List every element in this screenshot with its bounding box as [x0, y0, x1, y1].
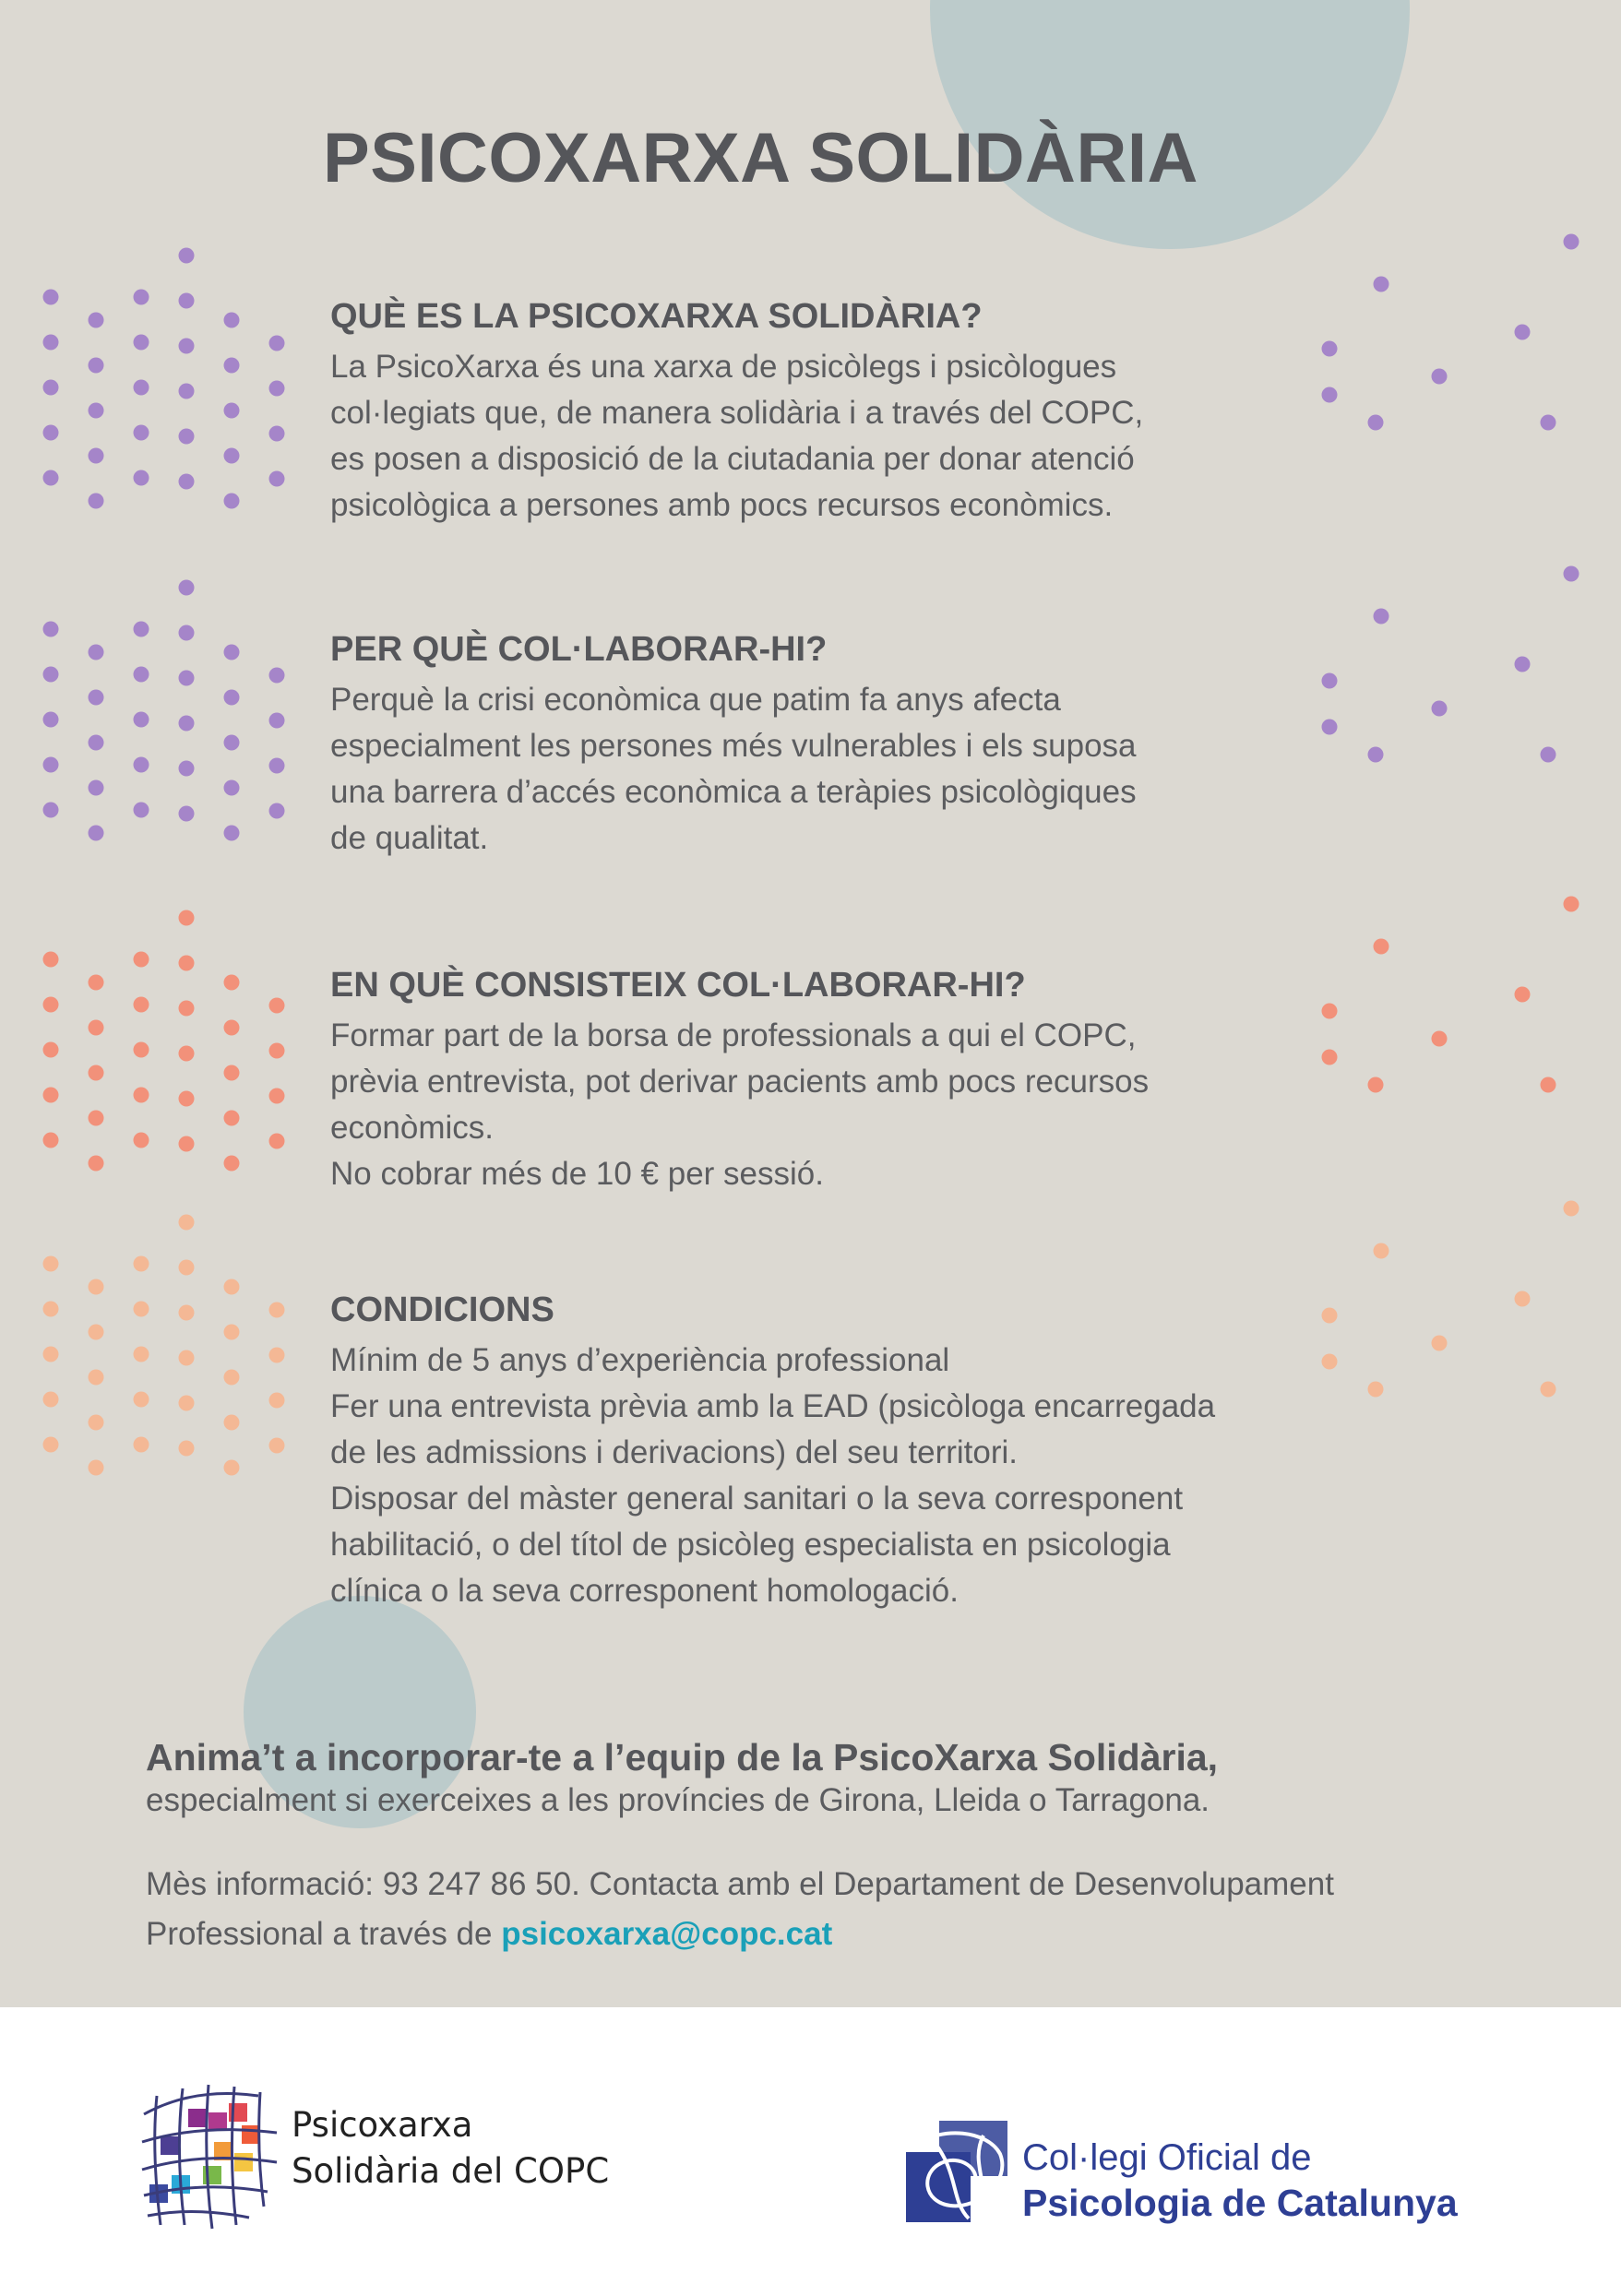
decorative-dot [43, 1088, 59, 1103]
decorative-dot [179, 910, 195, 926]
decorative-dot [179, 248, 195, 264]
decorative-dot [224, 1156, 240, 1172]
decorative-dot [134, 425, 149, 441]
decorative-dot [224, 313, 240, 328]
decorative-dot [179, 1001, 195, 1017]
decorative-dot [89, 448, 104, 464]
psicoxarxa-logo [138, 2077, 618, 2243]
body-line: especialment les persones més vulnerables i els suposa [330, 728, 1137, 764]
section-why-collaborate [330, 630, 1345, 862]
decorative-dot [224, 1415, 240, 1431]
decorative-dot [134, 1042, 149, 1058]
decorative-dot [269, 1043, 285, 1059]
body-line: prèvia entrevista, pot derivar pacients amb pocs recursos [330, 1064, 1150, 1100]
psicoxarxa-mosaic-icon [138, 2077, 286, 2234]
psicoxarxa-logo-line1: Psicoxarxa [292, 2105, 473, 2145]
decorative-dot [134, 1347, 149, 1362]
decorative-dot [43, 1347, 59, 1362]
decorative-dot [134, 667, 149, 683]
decorative-dot [1432, 1031, 1448, 1047]
decorative-dot [1368, 415, 1384, 431]
decorative-dot [89, 1415, 104, 1431]
decorative-dot [1432, 701, 1448, 717]
section-body [330, 344, 1345, 529]
decorative-dot [134, 290, 149, 305]
decorative-dot [224, 735, 240, 751]
decorative-dot [134, 952, 149, 968]
decorative-dot [89, 1370, 104, 1386]
decorative-dot [134, 1302, 149, 1317]
body-line: Mínim de 5 anys d’experiència professional [330, 1342, 950, 1378]
decorative-dot [1564, 1201, 1579, 1217]
decorative-dot [1374, 939, 1389, 955]
decorative-dot [179, 956, 195, 971]
decorative-dot [134, 470, 149, 486]
decorative-dot [134, 712, 149, 728]
decorative-dot [224, 1279, 240, 1295]
decorative-dot [224, 1370, 240, 1386]
body-line: de les admissions i derivacions) del seu territori. [330, 1434, 1019, 1470]
decorative-dot [224, 645, 240, 660]
body-line: es posen a disposició de la ciutadania per donar atenció [330, 441, 1135, 477]
decorative-dot [89, 735, 104, 751]
section-heading: CONDICIONS [330, 1291, 554, 1329]
decorative-dot [134, 1088, 149, 1103]
psicoxarxa-logo-line2: Solidària del COPC [292, 2151, 610, 2191]
decorative-dot [269, 713, 285, 729]
decorative-dot [89, 403, 104, 419]
decorative-dot [1374, 1243, 1389, 1259]
section-heading: EN QUÈ CONSISTEIX COL·LABORAR-HI? [330, 966, 1026, 1005]
decorative-dot [1564, 234, 1579, 250]
copc-emblem-icon [904, 2117, 1015, 2228]
decorative-dot [179, 1305, 195, 1321]
decorative-dot [1374, 277, 1389, 292]
copc-logo-line2: Psicologia de Catalunya [1022, 2182, 1458, 2224]
decorative-dot [89, 1111, 104, 1126]
decorative-dot [179, 339, 195, 354]
body-line: col·legiats que, de manera solidària i a través del COPC, [330, 395, 1144, 431]
decorative-dot [1541, 1077, 1556, 1093]
body-line: Formar part de la borsa de professionals a qui el COPC, [330, 1017, 1137, 1053]
decorative-dot [89, 1156, 104, 1172]
section-what-consists [330, 966, 1345, 1197]
decorative-dot [179, 429, 195, 445]
decorative-dot [224, 1325, 240, 1340]
decorative-dot [224, 1020, 240, 1036]
decorative-dot [43, 757, 59, 773]
body-line: Disposar del màster general sanitari o la seva corresponent [330, 1481, 1184, 1517]
decorative-dot [134, 1437, 149, 1453]
cta-subline: especialment si exerceixes a les províncies de Girona, Lleida o Tarragona. [146, 1782, 1210, 1818]
decorative-dot [1515, 657, 1531, 672]
body-line: clínica o la seva corresponent homologació. [330, 1573, 959, 1609]
decorative-dot [269, 1134, 285, 1149]
decorative-dot [269, 1348, 285, 1363]
decorative-dot [179, 1396, 195, 1411]
decorative-dot [43, 1437, 59, 1453]
decorative-dot [43, 622, 59, 637]
decorative-dot [43, 380, 59, 396]
section-body [330, 677, 1345, 862]
decorative-dot [89, 1279, 104, 1295]
decorative-dot [179, 806, 195, 822]
cta-headline: Anima’t a incorporar-te a l’equip de la PsicoXarxa Solidària, [146, 1736, 1219, 1779]
body-line: econòmics. [330, 1110, 495, 1146]
decorative-dot [269, 1089, 285, 1104]
decorative-dot [89, 494, 104, 509]
decorative-dot [89, 826, 104, 841]
decorative-dot [179, 1441, 195, 1457]
section-body [330, 1338, 1345, 1614]
decorative-dot [89, 313, 104, 328]
decorative-dot [1368, 1382, 1384, 1398]
decorative-dot [43, 1256, 59, 1272]
copc-logo [904, 2117, 1550, 2237]
decorative-dot [179, 761, 195, 777]
section-what-is [330, 297, 1345, 529]
decorative-dot [224, 690, 240, 706]
call-to-action [146, 1734, 1530, 1821]
decorative-dot [269, 381, 285, 397]
decorative-dot [269, 336, 285, 351]
decorative-dot [43, 425, 59, 441]
decorative-dot [224, 975, 240, 991]
body-line: psicològica a persones amb pocs recursos econòmics. [330, 487, 1114, 523]
decorative-dot [179, 580, 195, 596]
body-line: una barrera d’accés econòmica a teràpies psicològiques [330, 774, 1137, 810]
decorative-dot [89, 645, 104, 660]
decorative-dot [179, 1260, 195, 1276]
decorative-dot [269, 426, 285, 442]
decorative-dot [134, 622, 149, 637]
body-line: habilitació, o del títol de psicòleg especialista en psicologia [330, 1527, 1171, 1563]
decorative-dot [89, 1460, 104, 1476]
decorative-dot [43, 1392, 59, 1408]
decorative-dot [89, 1325, 104, 1340]
decorative-dot [1541, 1382, 1556, 1398]
decorative-dot [134, 335, 149, 351]
decorative-dot [43, 470, 59, 486]
decorative-dot [269, 998, 285, 1014]
decorative-dot [179, 1136, 195, 1152]
decorative-dot [1374, 609, 1389, 625]
decorative-dot [43, 952, 59, 968]
decorative-dot [179, 474, 195, 490]
decorative-dot [179, 1215, 195, 1231]
decorative-dot [269, 1393, 285, 1409]
section-body [330, 1013, 1345, 1197]
decorative-dot [269, 471, 285, 487]
decorative-dot [43, 1042, 59, 1058]
decorative-dot [224, 1460, 240, 1476]
section-conditions [330, 1291, 1345, 1614]
decorative-dot [224, 780, 240, 796]
decorative-dot [89, 1020, 104, 1036]
decorative-dot [179, 1046, 195, 1062]
email-link[interactable]: psicoxarxa@copc.cat [501, 1916, 833, 1952]
decorative-dot [1432, 1336, 1448, 1351]
decorative-dot [89, 975, 104, 991]
body-line: La PsicoXarxa és una xarxa de psicòlegs i psicòlogues [330, 349, 1117, 385]
decorative-dot [224, 403, 240, 419]
decorative-dot [179, 293, 195, 309]
decorative-dot [269, 758, 285, 774]
decorative-dot [224, 1111, 240, 1126]
decorative-dot [43, 1302, 59, 1317]
decorative-dot [134, 757, 149, 773]
decorative-dot [134, 803, 149, 818]
contact-line: Mès informació: 93 247 86 50. Contacta amb el Departament de Desenvolupament [146, 1866, 1334, 1902]
decorative-dot [1541, 747, 1556, 763]
decorative-dot [224, 358, 240, 374]
decorative-dot [134, 1256, 149, 1272]
decorative-dot [224, 826, 240, 841]
decorative-dot [1432, 369, 1448, 385]
decorative-dot [1515, 325, 1531, 340]
body-line: No cobrar més de 10 € per sessió. [330, 1156, 824, 1192]
decorative-dot [134, 1392, 149, 1408]
decorative-dot [43, 1133, 59, 1148]
contact-prefix: Professional a través de [146, 1916, 502, 1952]
decorative-dot [179, 671, 195, 686]
decorative-dot [43, 803, 59, 818]
decorative-dot [89, 1065, 104, 1081]
section-heading: PER QUÈ COL·LABORAR-HI? [330, 630, 828, 669]
decorative-dot [43, 667, 59, 683]
contact-info [146, 1860, 1585, 1959]
decorative-dot [224, 494, 240, 509]
decorative-dot [1515, 987, 1531, 1003]
decorative-dot [224, 1065, 240, 1081]
decorative-dot [1564, 566, 1579, 582]
body-line: de qualitat. [330, 820, 489, 856]
decorative-dot [224, 448, 240, 464]
decorative-dot [43, 290, 59, 305]
decorative-dot [134, 380, 149, 396]
decorative-dot [43, 997, 59, 1013]
decorative-dot [269, 668, 285, 684]
decorative-dot [179, 384, 195, 399]
body-line: Perquè la crisi econòmica que patim fa anys afecta [330, 682, 1061, 718]
copc-logo-line1: Col·legi Oficial de [1022, 2137, 1312, 2178]
decorative-dot [269, 1438, 285, 1454]
body-line: Fer una entrevista prèvia amb la EAD (psicòloga encarregada [330, 1388, 1216, 1424]
decorative-dot [89, 358, 104, 374]
decorative-dot [1515, 1291, 1531, 1307]
decorative-dot [43, 712, 59, 728]
page-title: PSICOXARXA SOLIDÀRIA [323, 119, 1198, 197]
decorative-dot [1368, 1077, 1384, 1093]
decorative-dot [134, 997, 149, 1013]
decorative-dot [43, 335, 59, 351]
decorative-dot [269, 803, 285, 819]
decorative-dot [89, 780, 104, 796]
decorative-dot [179, 716, 195, 732]
decorative-dot [179, 1350, 195, 1366]
decorative-dot [179, 625, 195, 641]
decorative-dot [179, 1091, 195, 1107]
decorative-dot [1541, 415, 1556, 431]
decorative-dot [1564, 897, 1579, 912]
decorative-dot [1368, 747, 1384, 763]
decorative-dot [269, 1303, 285, 1318]
decorative-dot [134, 1133, 149, 1148]
section-heading: QUÈ ES LA PSICOXARXA SOLIDÀRIA? [330, 297, 983, 336]
decorative-dot [89, 690, 104, 706]
